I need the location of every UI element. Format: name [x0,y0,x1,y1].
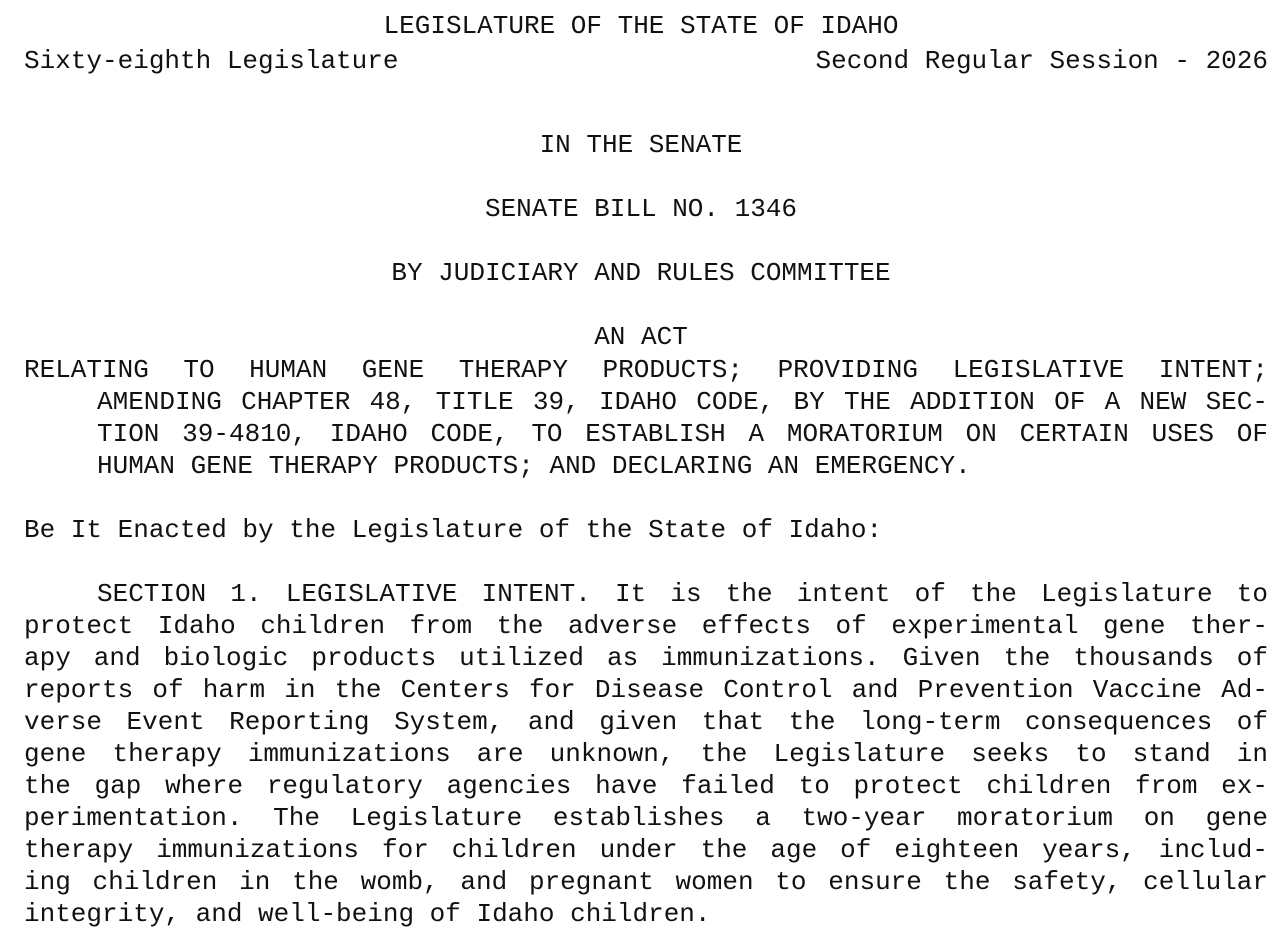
section-line: protect Idaho children from the adverse effects of experimental gene ther- [24,611,1268,641]
section-line: apy and biologic products utilized as immunizations. Given the thousands of [24,643,1268,673]
enacting-clause: Be It Enacted by the Legislature of the State of Idaho: [24,515,883,545]
title-line: AMENDING CHAPTER 48, TITLE 39, IDAHO CODE, BY THE ADDITION OF A NEW SEC- [97,387,1268,417]
section-line: verse Event Reporting System, and given that the long-term consequences of [24,707,1268,737]
act-heading: AN ACT [594,322,688,352]
section-line: therapy immunizations for children under the age of eighteen years, includ- [24,835,1268,865]
section-line: perimentation. The Legislature establishes a two-year moratorium on gene [24,803,1268,833]
section-line: SECTION 1. LEGISLATIVE INTENT. It is the intent of the Legislature to [97,579,1268,609]
section-line: reports of harm in the Centers for Disease Control and Prevention Vaccine Ad- [24,675,1268,705]
title-line: HUMAN GENE THERAPY PRODUCTS; AND DECLARING AN EMERGENCY. [97,451,971,481]
chamber-heading: IN THE SENATE [539,130,743,160]
section-line: ing children in the womb, and pregnant women to ensure the safety, cellular [24,867,1268,897]
bill-sponsor: BY JUDICIARY AND RULES COMMITTEE [391,258,891,288]
legislature-number: Sixty-eighth Legislature [24,46,399,76]
section-line: the gap where regulatory agencies have failed to protect children from ex- [24,771,1268,801]
session-line [24,45,1268,77]
bill-number: SENATE BILL NO. 1346 [484,194,798,224]
title-line: TION 39-4810, IDAHO CODE, TO ESTABLISH A MORATORIUM ON CERTAIN USES OF [97,419,1268,449]
title-line: RELATING TO HUMAN GENE THERAPY PRODUCTS; PROVIDING LEGISLATIVE INTENT; [24,355,1268,385]
section-line: gene therapy immunizations are unknown, the Legislature seeks to stand in [24,739,1268,769]
session-name: Second Regular Session - 2026 [815,46,1268,76]
section-line: integrity, and well-being of Idaho children. [24,899,711,929]
legislature-title: LEGISLATURE OF THE STATE OF IDAHO [383,11,899,41]
